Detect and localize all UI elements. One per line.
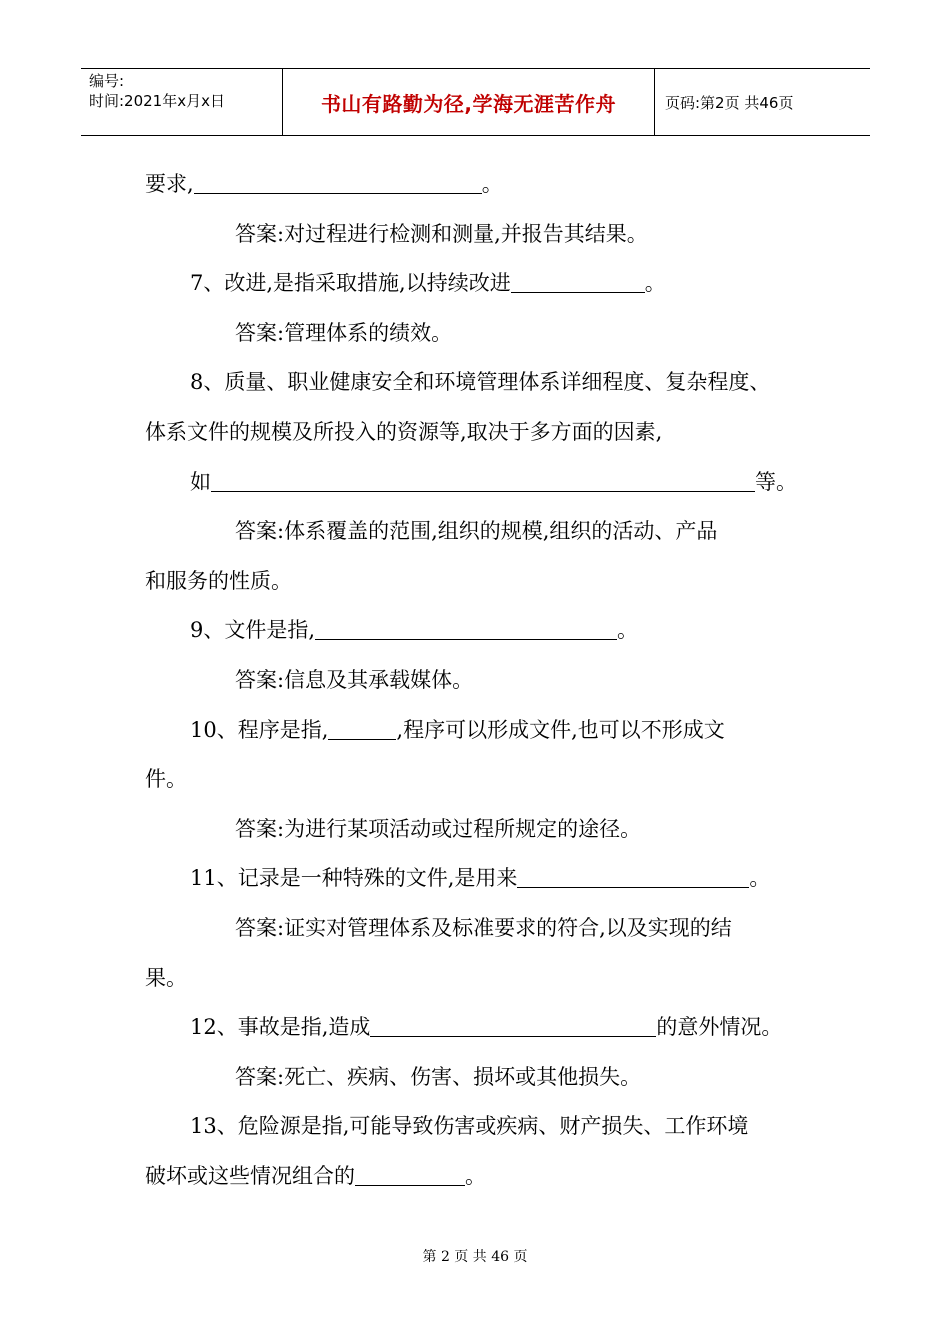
fill-blank (517, 865, 749, 888)
text-line: 和服务的性质。 (145, 568, 292, 593)
fill-blank (211, 469, 755, 492)
question-line: 如 等。 (190, 469, 797, 494)
answer-line: 答案:为进行某项活动或过程所规定的途径。 (235, 816, 642, 841)
answer-line: 答案:证实对管理体系及标准要求的符合,以及实现的结 (235, 915, 732, 940)
header-motto: 书山有路勤为径,学海无涯苦作舟 (283, 69, 655, 135)
question-line: 9、文件是指, 。 (190, 618, 639, 643)
question-line: 10、程序是指, ,程序可以形成文件,也可以不形成文 (190, 717, 725, 742)
text-line: 件。 (145, 767, 187, 792)
fill-blank (355, 1163, 465, 1186)
question-line: 8、质量、职业健康安全和环境管理体系详细程度、复杂程度、 (190, 370, 771, 395)
answer-line: 答案:管理体系的绩效。 (235, 320, 453, 345)
fill-blank (511, 270, 645, 293)
fill-blank (194, 171, 482, 194)
answer-line: 答案:体系覆盖的范围,组织的规模,组织的活动、产品 (235, 519, 718, 544)
question-line: 11、记录是一种特殊的文件,是用来 。 (190, 866, 771, 891)
date-label: 时间:2021年x月x日 (89, 92, 225, 110)
header-left-cell (81, 69, 283, 135)
fill-blank (370, 1014, 656, 1037)
text-line: 要求, 。 (145, 172, 503, 196)
text-line: 体系文件的规模及所投入的资源等,取决于多方面的因素, (145, 419, 663, 444)
text-line: 果。 (145, 965, 187, 990)
code-label: 编号: (89, 72, 125, 90)
answer-line: 答案:对过程进行检测和测量,并报告其结果。 (235, 221, 648, 246)
fill-blank (328, 717, 396, 740)
page-footer: 第 2 页 共 46 页 (422, 1249, 528, 1265)
header-page-info: 页码:第2页 共46页 (665, 93, 794, 112)
question-line: 13、危险源是指,可能导致伤害或疾病、财产损失、工作环境 (190, 1114, 749, 1139)
question-line: 7、改进,是指采取措施,以持续改进 。 (190, 271, 666, 296)
page-header (81, 68, 870, 136)
question-line: 12、事故是指,造成 的意外情况。 (190, 1015, 783, 1040)
fill-blank (315, 617, 617, 640)
answer-line: 答案:死亡、疾病、伤害、损坏或其他损失。 (235, 1064, 642, 1089)
answer-line: 答案:信息及其承载媒体。 (235, 667, 474, 692)
document-body (145, 160, 805, 1201)
text-line: 破坏或这些情况组合的 。 (145, 1163, 486, 1188)
